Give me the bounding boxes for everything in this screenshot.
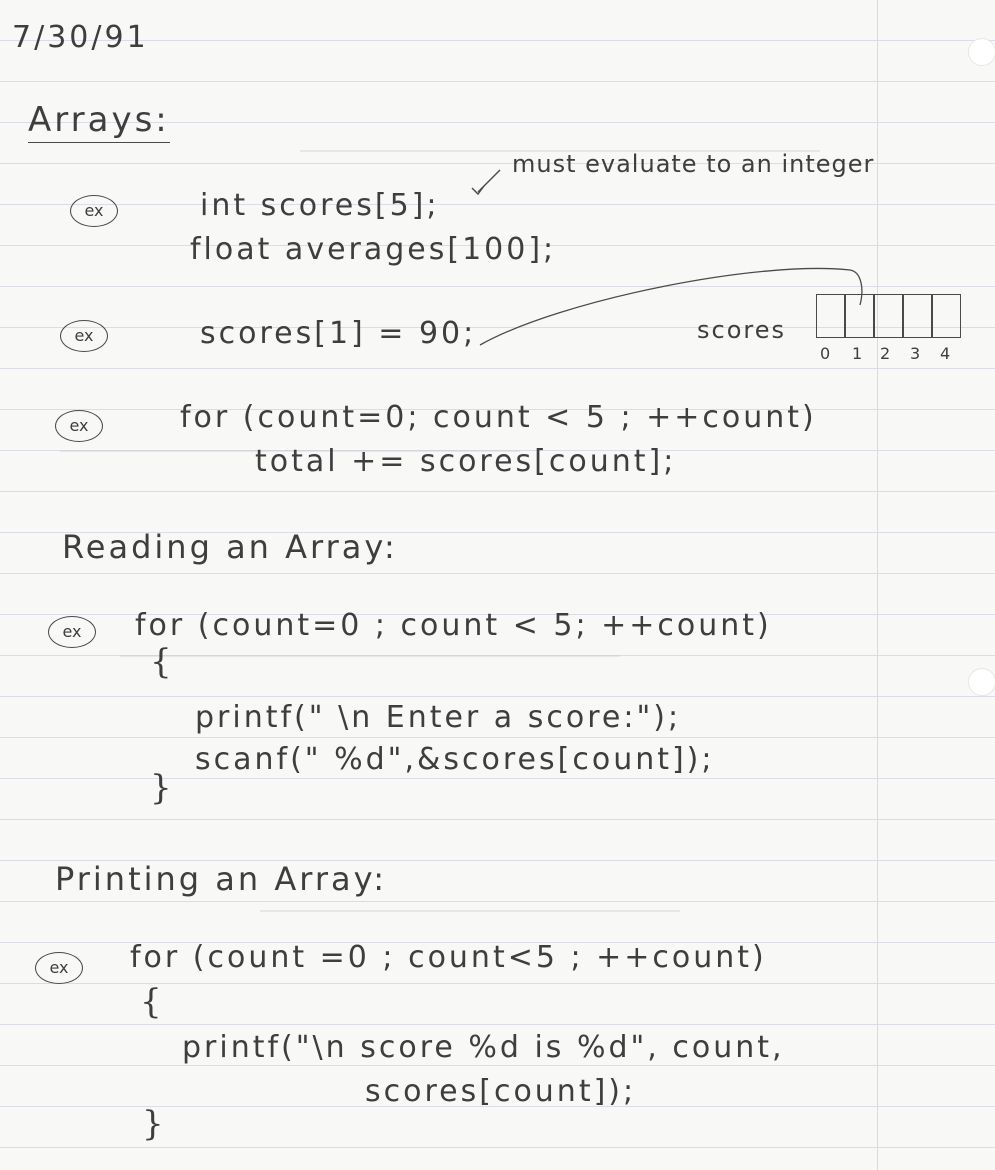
code-line-printing-for: for (count =0 ; count<5 ; ++count) xyxy=(130,940,767,975)
array-index: 0 xyxy=(820,344,831,363)
close-brace: } xyxy=(142,1104,164,1144)
bleed-through-mark xyxy=(260,910,680,912)
section-heading-reading: Reading an Array: xyxy=(62,528,398,566)
open-brace: { xyxy=(150,642,172,682)
section-heading-printing: Printing an Array: xyxy=(55,860,387,898)
open-brace: { xyxy=(140,982,162,1022)
array-index: 2 xyxy=(880,344,891,363)
code-line-for-loop: for (count=0; count < 5 ; ++count) xyxy=(180,400,817,435)
code-line-assign: scores[1] = 90; xyxy=(200,316,477,351)
array-cell xyxy=(932,294,961,338)
code-line-total: total += scores[count]; xyxy=(255,444,677,479)
array-diagram-label: scores xyxy=(697,316,786,344)
array-cell xyxy=(816,294,845,338)
array-index: 1 xyxy=(852,344,863,363)
example-marker: ex xyxy=(55,410,103,442)
note-date: 7/30/91 xyxy=(12,20,149,55)
code-line-printf-score: printf("\n score %d is %d", count, xyxy=(182,1030,785,1065)
array-index: 4 xyxy=(940,344,951,363)
code-line-scanf: scanf(" %d",&scores[count]); xyxy=(195,742,715,777)
close-brace: } xyxy=(150,768,172,808)
example-marker: ex xyxy=(35,952,83,984)
code-line-reading-for: for (count=0 ; count < 5; ++count) xyxy=(135,608,772,643)
array-index: 3 xyxy=(910,344,921,363)
code-line-printf-prompt: printf(" \n Enter a score:"); xyxy=(195,700,682,735)
margin-line xyxy=(877,0,878,1170)
array-cell xyxy=(903,294,932,338)
array-cell xyxy=(845,294,874,338)
example-marker: ex xyxy=(48,616,96,648)
annotation-note: must evaluate to an integer xyxy=(512,150,875,178)
array-cell xyxy=(874,294,903,338)
binder-hole xyxy=(968,668,995,696)
example-marker: ex xyxy=(70,195,118,227)
binder-hole xyxy=(968,38,995,66)
page-heading: Arrays: xyxy=(28,100,170,143)
code-line-float-averages: float averages[100]; xyxy=(190,232,557,267)
bleed-through-mark xyxy=(120,655,620,657)
code-line-scores-count: scores[count]); xyxy=(365,1074,637,1109)
example-marker: ex xyxy=(60,320,108,352)
code-line-int-scores: int scores[5]; xyxy=(200,188,440,223)
